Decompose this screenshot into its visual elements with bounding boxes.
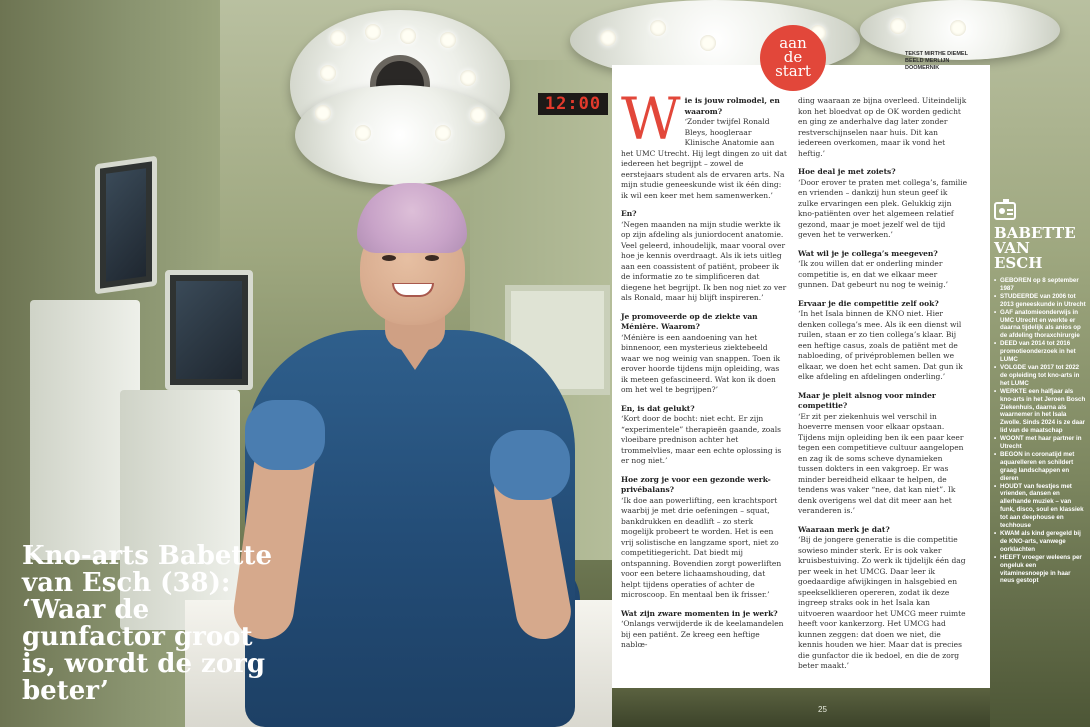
question: Wat wil je je collega’s meegeven? <box>798 248 938 258</box>
drop-cap: W <box>621 85 681 153</box>
answer: ‘Onlangs verwijderde ik de keelamandelen bij een patiënt. Ze kreeg een heftige nablœ- <box>621 619 784 649</box>
page-number: 25 <box>818 705 827 714</box>
medical-monitor <box>95 156 157 295</box>
credit-image: BEELD MERLIJN DOOMERNIK <box>905 58 950 71</box>
page-footer <box>612 688 990 727</box>
profile-name <box>994 226 1086 271</box>
profile-fact: • GEBOREN op 8 september 1987 <box>994 277 1086 293</box>
surgical-cap <box>357 183 467 253</box>
profile-fact: • WERKTE een halfjaar als kno-arts in het Jeroen Bosch Ziekenhuis, daarna als waarnemer in het Isala Zwolle. Sinds 2024 is ze daar lid van de maatschap <box>994 388 1086 435</box>
question: Maar je pleit alsnog voor minder competitie? <box>798 390 936 410</box>
article-column-1 <box>621 85 787 659</box>
profile-name-line: VAN <box>994 239 1030 257</box>
person-eye <box>382 255 396 261</box>
badge-line: aan <box>779 34 807 52</box>
answer: ‘Ik zou willen dat er onderling minder competitie is, en dat we elkaar meer gunnen. Dat gebeurt nu nog te weinig.’ <box>798 259 948 289</box>
answer: ‘Bij de jongere generatie is die competitie sowieso minder sterk. Er is ook vaker kruisbestuiving. Zo werk ik tijdelijk één dag per week in het UMCG. Daar leer ik goedaardige afwijkingen in halsgebied en speekselklieren opereren, zodat ik deze ingreep straks ook in het Isala kan uitvoeren waardoor het UMCG meer ruimte heeft voor kankerzorg. Het UMCG had kunnen zeggen: dat doen we niet, die kennis houden we hier. Maar dat is precies die gunfactor die ik bedoel, en die de zorg beter maakt.’ <box>798 535 966 670</box>
question: Hoe deal je met zoiets? <box>798 167 896 176</box>
badge-line: de <box>783 48 803 66</box>
id-card-icon <box>994 202 1016 220</box>
medical-monitor <box>165 270 253 390</box>
question: En, is dat gelukt? <box>621 403 695 413</box>
profile-box <box>994 202 1086 585</box>
credits <box>905 51 985 72</box>
question: Waaraan merk je dat? <box>798 524 890 534</box>
profile-fact: • VOLGDE van 2017 tot 2022 de opleiding tot kno-arts in het LUMC <box>994 364 1086 388</box>
answer: ‘Negen maanden na mijn studie werkte ik op zijn afdeling als juniordocent anatomie. Veel geleerd, inhoudelijk, maar vooral over hoe je kennis overdraagt. Als ik iets uitleg aan een coassistent of patiënt, probeer ik de informatie zo te simplificeren dat diegene het begrijpt. Ik ben nog niet zo ver als Ronald, maar hij blijft inspireren.’ <box>621 219 787 302</box>
answer: ding waaraan ze bijna overleed. Uiteindelijk kon het bloedvat op de OK worden gedicht en ging ze anderhalve dag later zonder restverschijnselen naar huis. Dit kan iedereen overkomen, maar ik vond het heftig.’ <box>798 96 967 158</box>
answer: ‘Ik doe aan powerlifting, een krachtsport waarbij je met drie oefeningen – squat, bankdrukken en deadlift – zo sterk mogelijk probeert te worden. Het is een vrij solistische en langzame sport, niet zo competitiegericht. Dat biedt mij ontspanning. Bovendien zorgt powerliften voor een betere lichaamshouding, dat helpt tijdens operaties of achter de microscoop. En mentaal ben ik frisser.’ <box>621 495 782 599</box>
section-badge <box>760 25 826 91</box>
profile-fact: • BEGON in coronatijd met aquarelleren en schildert graag landschappen en dieren <box>994 451 1086 483</box>
profile-name-line: BABETTE <box>994 224 1076 242</box>
question: Wat zijn zware momenten in je werk? <box>621 608 778 618</box>
surgical-lamp <box>295 85 505 185</box>
badge-line: start <box>775 62 811 80</box>
answer: ‘Er zit per ziekenhuis wel verschil in hoeverre mensen voor elkaar opstaan. Tijdens mijn opleiding ben ik een paar keer tegen een competitieve cultuur aangelopen en zag ik de soms scheve dynamieken tussen dokters in een vakgroep. Er was minder bereidheid elkaar te helpen, de tendens was vaker “nee, dat kan niet”. Ik denk overigens wel dat dit meer aan het veranderen is.’ <box>798 411 964 515</box>
answer: ‘In het Isala binnen de KNO niet. Hier denken collega’s mee. Als ik een dienst wil ruilen, staan er zo tien collega’s klaar. Bij een heftige casus, zoals de patiënt met de nabloeding, of privéproblemen bellen we elkaar, we doen het echt samen. Dat gun ik elke afdeling en afdelingen onderling.’ <box>798 309 963 381</box>
question: Hoe zorg je voor een gezonde werk-privébalans? <box>621 474 771 494</box>
profile-fact: • HEEFT vroeger weleens per ongeluk een vitaminesnoepje in haar neus gestopt <box>994 554 1086 586</box>
answer: ‘Zonder twijfel Ronald Bleys, hoogleraar Klinische Anatomie aan het UMC Utrecht. Hij legt dingen zo uit dat iedereen het begrijpt – zowel de eerstejaars student als de ervaren arts. Na mijn studie geneeskunde wist ik één ding: ik wil een keer met hem samenwerken.’ <box>621 117 787 200</box>
question: En? <box>621 209 637 218</box>
answer: ‘Ménière is een aandoening van het binnenoor, een mysterieus ziektebeeld waar we nog weinig van snappen. Toen ik erover hoorde tijdens mijn opleiding, was ik meteen gefascineerd. Wat kon ik doen om het wel te begrijpen?’ <box>621 332 781 394</box>
credit-text: TEKST MIRTHE DIEMEL <box>905 51 968 57</box>
article-headline: Kno-arts Babette van Esch (38): ‘Waar de gunfactor groot is, wordt de zorg beter’ <box>22 541 272 706</box>
profile-name-line: ESCH <box>994 254 1043 272</box>
person-eye <box>425 255 439 261</box>
question: ie is jouw rolmodel, en waarom? <box>684 96 780 116</box>
scrub-sleeve <box>490 430 570 500</box>
wall-clock: 12:00 <box>538 93 608 115</box>
profile-fact: • HOUDT van feestjes met vrienden, dansen en allerhande muziek – van funk, disco, soul en klassiek tot aan deephouse en techhouse <box>994 483 1086 530</box>
profile-fact: • GAF anatomieonderwijs in UMC Utrecht en werkte er daarna tijdelijk als anios op de afdeling thoraxchirurgie <box>994 309 1086 341</box>
profile-fact: • DEED van 2014 tot 2016 promotieonderzoek in het LUMC <box>994 340 1086 364</box>
profile-fact: • STUDEERDE van 2006 tot 2013 geneeskunde in Utrecht <box>994 293 1086 309</box>
question: Ervaar je die competitie zelf ook? <box>798 298 939 308</box>
scrub-sleeve <box>245 400 325 470</box>
article-column-2 <box>798 96 968 680</box>
question: Je promoveerde op de ziekte van Ménière. Waarom? <box>621 311 758 331</box>
profile-fact: • KWAM als kind geregeld bij de KNO-arts, vanwege oorklachten <box>994 530 1086 554</box>
answer: ‘Kort door de bocht: niet echt. Er zijn “experimentele” therapieën gaande, zoals vloeibare prednison achter het trommelvlies, maar een echte oplossing is er nog niet.’ <box>621 414 782 465</box>
answer: ‘Door erover te praten met collega’s, familie en vrienden – dankzij hun steun geef ik zulke ervaringen een plek. Gelukkig zijn kno-patiënten over het algemeen relatief gezond, maar je moet jezelf wel de tijd geven het te verwerken.’ <box>798 177 968 239</box>
profile-facts <box>994 277 1086 585</box>
profile-fact: • WOONT met haar partner in Utrecht <box>994 435 1086 451</box>
